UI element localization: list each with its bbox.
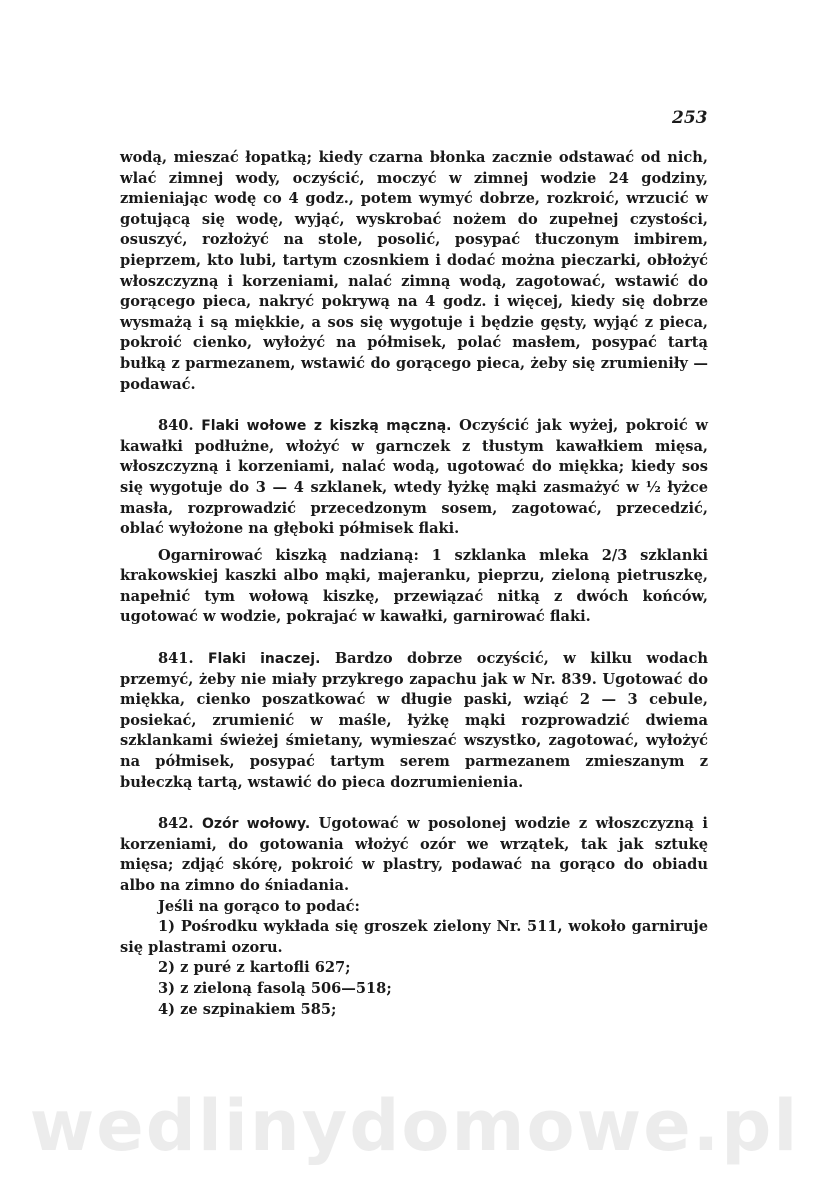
recipe-extra: Ogarnirować kiszką nadzianą: 1 szklanka mleka 2/3 szklanki krakowskiej kaszki albo mąki, majeranku, pieprzu, zieloną pietruszkę, napełnić tym wołową kiszkę, przewiązać nitką z dwóch końców, ugotować w wodzie, pokrajać w kawałki, garnirować flaki. xyxy=(120,546,708,626)
recipe-842 xyxy=(120,814,708,1020)
recipe-number: 840. xyxy=(158,417,194,435)
recipe-text: Bardzo dobrze oczyścić, w kilku wodach przemyć, żeby nie miały przykrego zapachu jak w Nr. 839. Ugotować do miękka, cienko poszatkować w długie paski, wziąć 2 — 3 cebule, posiekać, zrumienić w maśle, łyżkę mąki rozprowadzić dwiema szklankami świeżej śmietany, wymieszać wszystko, zagotować, wyłożyć na półmisek, posypać tartym serem parmezanem zmieszanym z bułeczką tartą, wstawić do pieca dozrumienienia. xyxy=(120,650,709,791)
recipe-text: Oczyścić jak wyżej, pokroić w kawałki podłużne, włożyć w garnczek z tłustym kawałkiem mięsa, włoszczyzną i korzeniami, nalać wodą, ugotować do miękka; kiedy sos się wygotuje do 3 — 4 szklanek, wtedy łyżkę mąki zasmażyć w ½ łyżce masła, rozprowadzić przecedzonym sosem, zagotować, przecedzić, oblać wyłożone na głęboki półmisek flaki. xyxy=(120,417,708,538)
recipe-title: Flaki wołowe z kiszką mączną. xyxy=(201,418,452,435)
intro-paragraph: wodą, mieszać łopatką; kiedy czarna błonka zacznie odstawać od nich, wlać zimnej wody, oczyścić, moczyć w zimnej wodzie 24 godziny, zmieniając wodę co 4 godz., potem wymyć dobrze, rozkroić, wrzucić w gotującą się wodę, wyjąć, wyskrobać nożem do zupełnej czystości, osuszyć, rozłożyć na stole, posolić, posypać tłuczonym imbirem, pieprzem, kto lubi, tartym czosnkiem i dodać można pieczarki, obłożyć włoszczyzną i korzeniami, nalać zimną wodą, zagotować, wstawić do gorącego pieca, nakryć pokrywą na 4 godz. i więcej, kiedy się dobrze wysmażą i są miękkie, a sos się wygotuje i będzie gęsty, wyjąć z pieca, pokroić cienko, wyłożyć na półmisek, polać masłem, posypać tartą bułką z parmezanem, wstawić do gorącego pieca, żeby się zrumieniły — podawać. xyxy=(120,149,708,393)
recipe-paragraph xyxy=(120,814,708,896)
list-item: 4) ze szpinakiem 585; xyxy=(158,1000,337,1018)
recipe-title: Ozór wołowy. xyxy=(201,816,311,833)
recipe-841 xyxy=(120,649,708,793)
recipe-text: Ugotować w posolonej wodzie z włoszczyzną i korzeniami, do gotowania włożyć ozór we wrzątek, tak jak sztukę mięsa; zdjąć skórę, pokroić w plastry, podawać na gorąco do obiadu albo na zimno do śniadania. xyxy=(120,815,708,894)
recipe-paragraph xyxy=(120,416,708,540)
page-content xyxy=(120,148,708,1020)
recipe-lead: Jeśli na gorąco to podać: xyxy=(158,897,360,915)
list-item: 2) z puré z kartofli 627; xyxy=(158,959,351,977)
recipe-number: 842. xyxy=(158,815,194,833)
list-item: 1) Pośrodku wykłada się groszek zielony Nr. 511, wokoło garniruje się plastrami ozoru. xyxy=(120,918,708,956)
recipe-paragraph xyxy=(120,649,708,793)
page-number: 253 xyxy=(672,108,708,128)
watermark: wedlinydomowe.pl xyxy=(29,1085,800,1167)
recipe-title: Flaki inaczej. xyxy=(207,651,321,668)
list-item: 3) z zieloną fasolą 506—518; xyxy=(158,979,392,997)
recipe-number: 841. xyxy=(158,650,194,668)
recipe-840 xyxy=(120,416,708,628)
